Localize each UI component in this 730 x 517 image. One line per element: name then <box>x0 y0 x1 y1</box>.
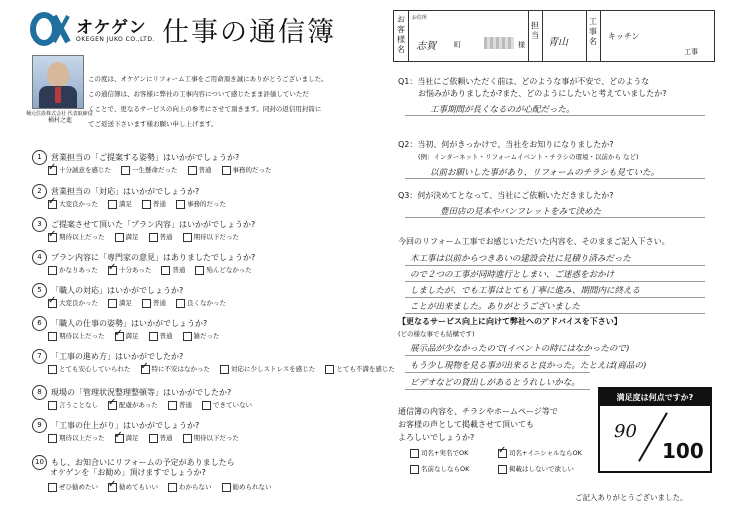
checked-checkbox[interactable] <box>48 233 57 242</box>
answer-option[interactable] <box>48 433 105 443</box>
brand-name: オケゲン <box>76 18 147 38</box>
option-label: 普通 <box>172 266 186 274</box>
option-label: かなりあった <box>59 266 98 274</box>
checkbox[interactable] <box>220 365 229 374</box>
checked-checkbox[interactable] <box>115 434 124 443</box>
answer-line <box>405 265 705 266</box>
publish-option[interactable] <box>498 448 582 458</box>
question-7 <box>32 349 183 364</box>
option-label: 期待以下だった <box>193 233 239 241</box>
answer-line <box>405 297 705 298</box>
option-label: とても不満を感じた <box>336 365 395 373</box>
checkbox[interactable] <box>149 434 158 443</box>
question-number: 3 <box>32 217 47 232</box>
president-photo <box>32 55 84 109</box>
work-label: 工事名 <box>589 17 597 46</box>
right-question-1-line2: お悩みがありましたか?また、どのようにしたいと考えていましたか? <box>418 89 667 98</box>
work-value: キッチン <box>608 32 640 41</box>
answer-option[interactable] <box>149 331 173 341</box>
impression-line: 木工事は以前からつきあいの建設会社に見積り済みだった <box>410 254 631 264</box>
checkbox[interactable] <box>222 166 231 175</box>
question-number: 6 <box>32 316 47 331</box>
answer-line <box>405 178 705 179</box>
answer-option[interactable] <box>149 232 173 242</box>
question-number: 8 <box>32 385 47 400</box>
option-label: 十分誠意を感じた <box>59 166 111 174</box>
answer-option[interactable] <box>142 298 166 308</box>
page-title: 仕事の通信簿 <box>162 17 336 48</box>
option-label: 満足 <box>125 233 139 241</box>
question-text: もし、お知合いにリフォームの予定がありましたら <box>51 458 235 467</box>
answer-option[interactable] <box>183 232 240 242</box>
checkbox[interactable] <box>115 233 124 242</box>
answer-line <box>405 281 705 282</box>
address-value: 志賀 <box>416 41 436 52</box>
question-8 <box>32 385 231 400</box>
president-role: 桶元住設株式会社 代表取締役 <box>26 111 93 117</box>
checked-checkbox[interactable] <box>115 332 124 341</box>
answer-line <box>405 115 705 116</box>
checkbox[interactable] <box>108 299 117 308</box>
intro-line: てご返送下さいます様お願い申し上げます。 <box>88 120 218 128</box>
answer-option[interactable] <box>121 165 178 175</box>
answer-options <box>48 165 282 175</box>
answer-line <box>405 389 590 390</box>
impression-prompt: 今回のリフォーム工事でお感じいただいた内容を、そのままご記入下さい。 <box>398 237 670 246</box>
checked-checkbox[interactable] <box>48 166 57 175</box>
staff-label-cell <box>528 11 543 61</box>
staff-label: 担当 <box>531 21 539 40</box>
staff-value-cell <box>542 11 587 61</box>
right-question-2-line2: (例：インターネット・リフォームイベント・チラシの環境・以前から など) <box>418 153 639 161</box>
answer-option[interactable] <box>220 364 315 374</box>
option-label: 言うことなし <box>59 401 98 409</box>
checkbox[interactable] <box>176 299 185 308</box>
answer-option[interactable] <box>183 433 240 443</box>
staff-value: 青山 <box>548 37 568 48</box>
answer-option[interactable] <box>161 265 185 275</box>
handwritten-answer: 以前お願いした事があり、リフォームのチラシも見ていた。 <box>430 168 660 178</box>
brand-subtitle: OKEGEN JUKO CO.,LTD. <box>76 36 155 43</box>
question-2 <box>32 184 199 199</box>
score-max: 100 <box>662 439 704 463</box>
checkbox[interactable] <box>410 449 419 458</box>
publish-option[interactable] <box>410 464 469 474</box>
advice-line: ビデオなどの貸出しがあるとうれしいかな。 <box>410 378 580 388</box>
answer-option[interactable] <box>325 364 395 374</box>
option-label: 満足 <box>119 200 132 208</box>
answer-option[interactable] <box>108 199 132 209</box>
customer-header-table <box>393 10 715 62</box>
answer-options <box>48 433 249 443</box>
option-label: 事務的だった <box>187 200 226 208</box>
answer-option[interactable] <box>48 165 111 175</box>
option-label: 満足 <box>119 299 132 307</box>
answer-option[interactable] <box>108 298 132 308</box>
checkbox[interactable] <box>108 200 117 209</box>
customer-label: お客様名 <box>397 15 405 54</box>
publish-question-line3: よろしいでしょうか? <box>398 433 475 442</box>
option-label: 大変良かった <box>59 200 98 208</box>
answer-options <box>48 331 230 341</box>
answer-option[interactable] <box>168 482 212 492</box>
question-text: 営業担当の「対応」はいかがでしょうか? <box>51 187 200 196</box>
question-number: 10 <box>32 455 47 470</box>
checkbox[interactable] <box>325 365 334 374</box>
question-number: 9 <box>32 418 47 433</box>
right-question-1: Q1：当社にご依頼いただく前は、どのような事が不安で、どのような <box>398 77 650 86</box>
checkbox[interactable] <box>121 166 130 175</box>
checked-checkbox[interactable] <box>108 401 117 410</box>
customer-label-cell <box>394 11 409 61</box>
question-1 <box>32 150 239 165</box>
question-number: 2 <box>32 184 47 199</box>
checkbox[interactable] <box>48 401 57 410</box>
checkbox[interactable] <box>161 266 170 275</box>
option-label: 普通 <box>159 233 173 241</box>
question-text: 「工事の仕上がり」はいかがでしょうか? <box>51 421 200 430</box>
checkbox[interactable] <box>498 465 507 474</box>
option-label: 普通 <box>159 332 173 340</box>
option-label: 普通 <box>153 299 166 307</box>
publish-option[interactable] <box>498 464 574 474</box>
answer-options <box>48 298 236 308</box>
question-text: プラン内容に「専門家の意見」はありましたでしょうか? <box>51 253 256 262</box>
option-label: 満足 <box>125 332 139 340</box>
checked-checkbox[interactable] <box>498 449 507 458</box>
question-text: 営業担当の「ご提案する姿勢」はいかがでしょうか? <box>51 153 240 162</box>
answer-option[interactable] <box>176 298 226 308</box>
answer-options <box>48 199 236 209</box>
answer-option[interactable] <box>115 331 139 341</box>
checkbox[interactable] <box>202 401 211 410</box>
checkbox[interactable] <box>183 233 192 242</box>
option-label: 期待以下だった <box>193 434 239 442</box>
checkbox[interactable] <box>149 233 158 242</box>
checkbox[interactable] <box>176 200 185 209</box>
option-label: 司名+イニシャルならOK <box>509 449 582 457</box>
answer-option[interactable] <box>141 364 211 374</box>
redacted-name <box>484 37 514 49</box>
answer-option[interactable] <box>48 232 105 242</box>
intro-line: この通信簿は、お客様に弊社の工事内容について感じたまま評価していただ <box>88 90 309 98</box>
handwritten-answer: 工事期間が長くなるのが心配だった。 <box>430 105 575 115</box>
answer-option[interactable] <box>108 265 151 275</box>
checkbox[interactable] <box>142 299 151 308</box>
checkbox[interactable] <box>149 332 158 341</box>
advice-title: 【更なるサービス向上に向けて弊社へのアドバイスを下さい】 <box>398 317 622 326</box>
impression-line: しましたが、でも工事はとても丁寧に進み、期間内に終える <box>410 286 641 296</box>
question-4 <box>32 250 255 265</box>
question-text: 現場の「管理状況整理整頓等」はいかがでしたか? <box>51 388 232 397</box>
answer-line <box>405 355 590 356</box>
answer-option[interactable] <box>108 400 158 410</box>
question-number: 1 <box>32 150 47 165</box>
checkbox[interactable] <box>48 483 57 492</box>
option-label: 十分あった <box>118 266 152 274</box>
checkbox[interactable] <box>188 166 197 175</box>
closing-message: ご記入ありがとうございました。 <box>575 493 688 502</box>
option-label: 配慮があった <box>119 401 158 409</box>
president-name: 桶村之進 <box>48 117 73 124</box>
answer-option[interactable] <box>115 433 139 443</box>
impression-line: ことが出来ました。ありがとうございました <box>410 302 581 312</box>
answer-line <box>405 217 705 218</box>
checkbox[interactable] <box>183 332 192 341</box>
answer-option[interactable] <box>48 482 98 492</box>
checkbox[interactable] <box>48 365 57 374</box>
answer-option[interactable] <box>222 165 272 175</box>
option-label: 事務的だった <box>232 166 272 174</box>
answer-option[interactable] <box>48 400 98 410</box>
answer-line <box>405 372 590 373</box>
checked-checkbox[interactable] <box>141 365 150 374</box>
impression-line: ので２つの工事が同時進行としまい、ご迷惑をおかけ <box>410 270 615 280</box>
town-label: 町 <box>454 41 461 49</box>
checkbox[interactable] <box>183 434 192 443</box>
question-text: 「工事の進め方」はいかがでしたか? <box>51 352 184 361</box>
answer-option[interactable] <box>48 199 98 209</box>
answer-option[interactable] <box>168 400 192 410</box>
publish-option[interactable] <box>410 448 468 458</box>
customer-value-cell <box>408 11 529 61</box>
answer-option[interactable] <box>48 265 98 275</box>
answer-options <box>48 400 262 410</box>
option-label: 雑だった <box>193 332 220 340</box>
answer-option[interactable] <box>48 298 98 308</box>
option-label: 対応に少しストレスを感じた <box>231 365 316 373</box>
option-label: 大変良かった <box>59 299 98 307</box>
option-label: 勧めてもいい <box>119 483 158 491</box>
checkbox[interactable] <box>410 465 419 474</box>
intro-line: くことで、更なるサービスの向上の参考にさせて頂きます。同封の返信用封筒に <box>88 105 322 113</box>
question-number: 4 <box>32 250 47 265</box>
question-text: 「職人の対応」はいかがでしょうか? <box>51 286 184 295</box>
answer-option[interactable] <box>195 265 252 275</box>
work-suffix: 工事 <box>684 48 698 56</box>
answer-option[interactable] <box>115 232 139 242</box>
option-label: 特に不安はなかった <box>151 365 210 373</box>
answer-option[interactable] <box>142 199 166 209</box>
answer-option[interactable] <box>176 199 226 209</box>
answer-option[interactable] <box>48 331 105 341</box>
checkbox[interactable] <box>168 483 177 492</box>
option-label: 司名+実名でOK <box>421 449 469 457</box>
answer-options <box>48 364 405 374</box>
advice-subtitle: (どの様な事でも結構です) <box>398 330 475 338</box>
question-text: ご提案させて頂いた「プラン内容」はいかがでしょうか? <box>51 220 256 229</box>
option-label: 期待以上だった <box>59 332 105 340</box>
publish-question-line1: 通信簿の内容を、チラシやホームページ等で <box>398 407 558 416</box>
okegen-logo-icon <box>30 12 72 46</box>
question-number: 7 <box>32 349 47 364</box>
checkbox[interactable] <box>222 483 231 492</box>
score-value: 90 <box>614 421 637 442</box>
answer-options <box>48 265 262 275</box>
address-label: お住所 <box>412 15 428 21</box>
option-label: 期待以上だった <box>59 233 105 241</box>
checkbox[interactable] <box>168 401 177 410</box>
option-label: とても安心していられた <box>59 365 131 373</box>
checkbox[interactable] <box>195 266 204 275</box>
publish-question-line2: お客様の声として掲載させて頂いても <box>398 420 534 429</box>
score-label: 満足度は何点ですか? <box>600 389 710 406</box>
question-text: 「職人の仕事の姿勢」はいかがでしょうか? <box>51 319 208 328</box>
answer-option[interactable] <box>149 433 173 443</box>
option-label: 期待以上だった <box>59 434 105 442</box>
option-label: 普通 <box>153 200 166 208</box>
answer-option[interactable] <box>48 364 131 374</box>
checked-checkbox[interactable] <box>48 200 57 209</box>
intro-line: この度は、オケゲンにリフォーム工事をご用命頂き誠にありがとうございました。 <box>88 75 328 83</box>
checkbox[interactable] <box>48 266 57 275</box>
option-label: 普通 <box>159 434 173 442</box>
option-label: わからない <box>179 483 212 491</box>
option-label: 良くなかった <box>187 299 226 307</box>
option-label: 普通 <box>178 401 192 409</box>
option-label: 勧められない <box>232 483 272 491</box>
answer-option[interactable] <box>222 482 272 492</box>
option-label: 殆んどなかった <box>206 266 252 274</box>
question-text-line2: オケゲンを「お勧め」頂けますでしょうか? <box>50 468 206 477</box>
checkbox[interactable] <box>48 434 57 443</box>
answer-line <box>405 313 705 314</box>
option-label: 名前なしならOK <box>421 465 470 473</box>
checkbox[interactable] <box>142 200 151 209</box>
advice-line: もう少し現物を見る事が出来ると良かった。たとえば(商品の) <box>410 361 647 371</box>
advice-line: 展示品が少なかったので(イベントの時にはなかったので) <box>410 344 630 354</box>
answer-option[interactable] <box>108 482 158 492</box>
intro-text <box>88 72 350 132</box>
answer-option[interactable] <box>183 331 220 341</box>
work-label-cell <box>586 11 601 61</box>
option-label: 一生懸命だった <box>132 166 178 174</box>
option-label: 掲載はしないで欲しい <box>509 465 574 473</box>
checked-checkbox[interactable] <box>108 483 117 492</box>
right-question-2: Q2：当初、何がきっかけで、当社をお知りになりましたか? <box>398 140 614 149</box>
satisfaction-score-box <box>598 387 712 473</box>
option-label: 満足 <box>125 434 139 442</box>
handwritten-answer: 豊田店の見本やパンフレットをみて決めた <box>440 207 602 217</box>
option-label: ぜひ勧めたい <box>59 483 98 491</box>
answer-option[interactable] <box>202 400 252 410</box>
option-label: できていない <box>212 401 252 409</box>
option-label: 普通 <box>198 166 212 174</box>
answer-options <box>48 482 282 492</box>
sama-label: 様 <box>518 41 525 49</box>
checked-checkbox[interactable] <box>48 299 57 308</box>
checked-checkbox[interactable] <box>108 266 117 275</box>
answer-option[interactable] <box>188 165 212 175</box>
checkbox[interactable] <box>48 332 57 341</box>
question-number: 5 <box>32 283 47 298</box>
question-3 <box>32 217 255 232</box>
answer-options <box>48 232 249 242</box>
right-question-3: Q3：何が決めてとなって、当社にご依頼いただきましたか? <box>398 191 614 200</box>
